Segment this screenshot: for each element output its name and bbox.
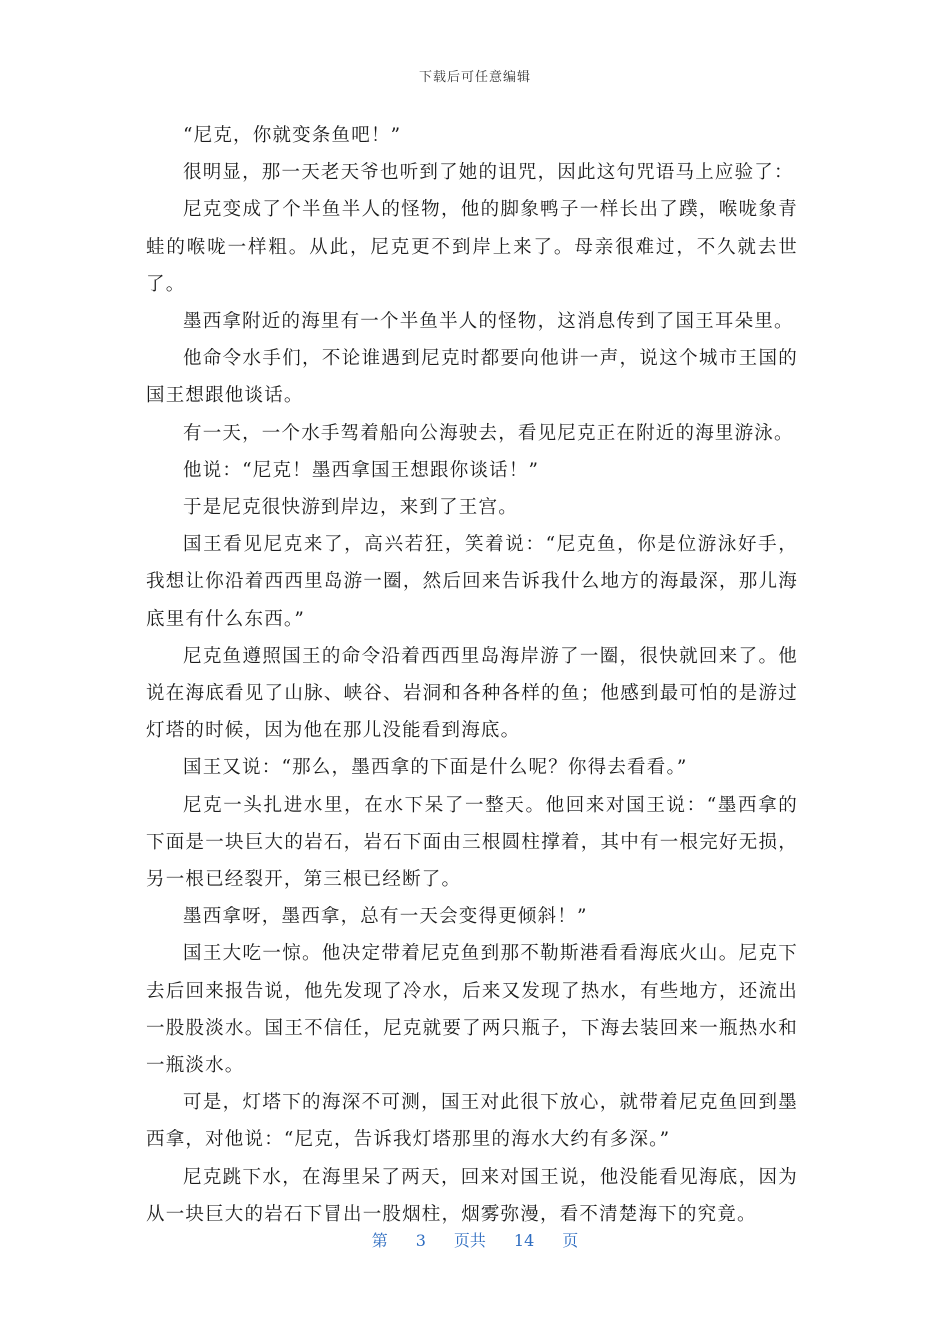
footer-prefix: 第 xyxy=(371,1231,388,1250)
paragraph: “尼克，你就变条鱼吧！” xyxy=(183,125,402,146)
paragraph: 尼克鱼遵照国王的命令沿着西西里岛海岸游了一圈，很快就回来了。他说在海底看见了山脉、峡谷、岩洞和各种各样的鱼；他感到最可怕的是游过灯塔的时候，因为他在那儿没能看到海底。 xyxy=(146,645,798,742)
paragraph: 他命令水手们，不论谁遇到尼克时都要向他讲一声，说这个城市王国的国王想跟他谈话。 xyxy=(146,348,798,407)
body-text xyxy=(146,117,798,1233)
paragraph: 很明显，那一天老天爷也听到了她的诅咒，因此这句咒语马上应验了： xyxy=(183,162,794,184)
paragraph: 于是尼克很快游到岸边，来到了王宫。 xyxy=(183,497,518,519)
paragraph: 墨西拿附近的海里有一个半鱼半人的怪物，这消息传到了国王耳朵里。 xyxy=(183,311,794,333)
paragraph: 国王看见尼克来了，高兴若狂，笑着说：“尼克鱼，你是位游泳好手，我想让你沿着西西里岛游一圈，然后回来告诉我什么地方的海最深，那儿海底里有什么东西。” xyxy=(146,534,798,630)
paragraph: 尼克一头扎进水里，在水下呆了一整天。他回来对国王说：“墨西拿的下面是一块巨大的岩石，岩石下面由三根圆柱撑着，其中有一根完好无损，另一根已经裂开，第三根已经断了。 xyxy=(146,794,798,891)
footer-suffix: 页 xyxy=(562,1231,579,1250)
footer-middle: 页共 xyxy=(453,1231,486,1250)
page-number-footer xyxy=(0,1228,950,1251)
paragraph: 尼克跳下水，在海里呆了两天，回来对国王说，他没能看见海底，因为从一块巨大的岩石下冒出一股烟柱，烟雾弥漫，看不清楚海下的究竟。 xyxy=(146,1166,798,1225)
paragraph: 墨西拿呀，墨西拿，总有一天会变得更倾斜！” xyxy=(183,906,588,928)
paragraph: 国王大吃一惊。他决定带着尼克鱼到那不勒斯港看看海底火山。尼克下去后回来报告说，他先发现了冷水，后来又发现了热水，有些地方，还流出一股股淡水。国王不信任，尼克就要了两只瓶子，下海去装回来一瓶热水和一瓶淡水。 xyxy=(146,943,798,1077)
paragraph: 可是，灯塔下的海深不可测，国王对此很下放心，就带着尼克鱼回到墨西拿，对他说：“尼克，告诉我灯塔那里的海水大约有多深。” xyxy=(146,1092,798,1151)
paragraph: 尼克变成了个半鱼半人的怪物，他的脚象鸭子一样长出了蹼，喉咙象青蛙的喉咙一样粗。从此，尼克更不到岸上来了。母亲很难过，不久就去世了。 xyxy=(146,199,798,295)
paragraph: 他说：“尼克！墨西拿国王想跟你谈话！” xyxy=(183,459,540,481)
page-header: 下载后可任意编辑 xyxy=(418,70,531,85)
paragraph: 有一天，一个水手驾着船向公海驶去，看见尼克正在附近的海里游泳。 xyxy=(183,422,794,444)
total-page-count: 14 xyxy=(513,1231,535,1250)
paragraph: 国王又说：“那么，墨西拿的下面是什么呢？你得去看看。” xyxy=(183,757,688,779)
current-page-number: 3 xyxy=(415,1231,426,1250)
